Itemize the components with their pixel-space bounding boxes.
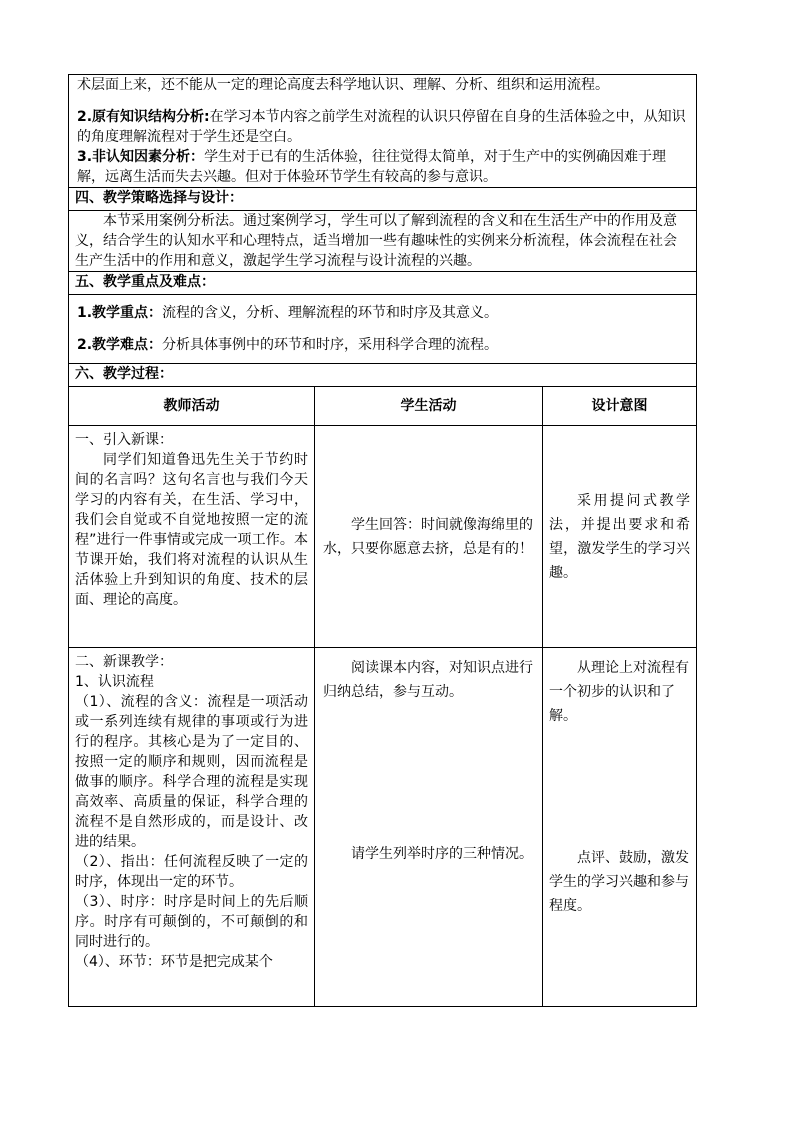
column-header-intent: 设计意图 xyxy=(543,387,697,426)
intro-intent-cell xyxy=(543,426,697,648)
intro-student-text: 学生回答：时间就像海绵里的水，只要你愿意去挤，总是有的！ xyxy=(323,516,533,557)
process-heading: 六、教学过程： xyxy=(69,364,697,387)
strategy-text: 本节采用案例分析法。通过案例学习，学生可以了解到流程的含义和在生活生产中的作用及意义，结合学生的认知水平和心理特点，适当增加一些有趣味性的实例来分析流程，体会流程在社会生产生活中的作用和意义，激起学生学习流程与设计流程的兴趣。 xyxy=(69,211,697,272)
difficulty-label: 2.教学难点： xyxy=(77,337,163,353)
intro-teacher-title: 一、引入新课： xyxy=(75,432,173,448)
lesson-teacher-title: 二、新课教学： xyxy=(75,654,173,670)
analysis-item-2-label: 2.原有知识结构分析: xyxy=(77,109,210,125)
strategy-text-row xyxy=(69,211,697,272)
intro-intent-text: 采用提问式教学法，并提出要求和希望，激发学生的学习兴趣。 xyxy=(549,492,691,581)
intro-student-cell xyxy=(315,426,543,648)
keypoints-heading-row xyxy=(69,272,697,295)
key-point-line xyxy=(77,297,688,329)
lesson-teacher-cell xyxy=(69,648,315,1007)
column-header-student: 学生活动 xyxy=(315,387,543,426)
lesson-intent-text-b: 点评、鼓励，激发学生的学习兴趣和参与程度。 xyxy=(549,850,689,914)
process-row-new-lesson xyxy=(69,648,697,1007)
analysis-row xyxy=(69,75,697,188)
difficulty-text: 分析具体事例中的环节和时序，采用科学合理的流程。 xyxy=(162,337,499,353)
lesson-plan-table xyxy=(68,74,697,1007)
keypoints-cell xyxy=(69,295,697,364)
document-page xyxy=(68,74,696,1040)
analysis-item-3-text: 学生对于已有的生活体验，往往觉得太简单，对于生产中的实例确因难于理解，远离生活而失去兴趣。但对于体验环节学生有较高的参与意识。 xyxy=(77,149,667,185)
lesson-student-text-b: 请学生列举时序的三种情况。 xyxy=(351,846,533,862)
keypoints-row xyxy=(69,295,697,364)
key-point-text: 流程的含义，分析、理解流程的环节和时序及其意义。 xyxy=(162,305,499,321)
lesson-teacher-point-3: （3）、时序：时序是时间上的先后顺序。时序有可颠倒的，不可颠倒的和同时进行的。 xyxy=(75,894,308,950)
analysis-cell xyxy=(69,75,697,188)
key-point-label: 1.教学重点： xyxy=(77,305,163,321)
intro-teacher-body: 同学们知道鲁迅先生关于节约时间的名言吗？这句名言也与我们今天学习的内容有关，在生活、学习中，我们会自觉或不自觉地按照一定的流程”进行一件事情或完成一项工作。本节课开始，我们将对流程的认识从生活体验上升到知识的角度、技术的层面、理论的高度。 xyxy=(75,452,308,608)
analysis-continued-line: 术层面上来，还不能从一定的理论高度去科学地认识、理解、分析、组织和运用流程。 xyxy=(77,77,609,93)
keypoints-heading: 五、教学重点及难点： xyxy=(69,272,697,295)
lesson-teacher-subtitle: 1、认识流程 xyxy=(75,674,154,690)
analysis-item-2-text: 在学习本节内容之前学生对流程的认识只停留在自身的生活体验之中，从知识的角度理解流程对于学生还是空白。 xyxy=(77,109,686,145)
analysis-item-3 xyxy=(77,147,688,187)
lesson-intent-text-a: 从理论上对流程有一个初步的认识和了解。 xyxy=(549,660,689,724)
lesson-teacher-point-2: （2）、指出：任何流程反映了一定的时序，体现出一定的环节。 xyxy=(75,854,308,890)
intro-teacher-cell xyxy=(69,426,315,648)
difficulty-line xyxy=(77,329,688,361)
process-row-intro xyxy=(69,426,697,648)
lesson-teacher-point-4: （4）、环节：环节是把完成某个 xyxy=(75,954,273,970)
analysis-item-2 xyxy=(77,107,688,147)
column-header-teacher: 教师活动 xyxy=(69,387,315,426)
strategy-heading-row xyxy=(69,188,697,211)
lesson-teacher-definition: （1）、流程的含义：流程是一项活动或一系列连续有规律的事项或行为进行的程序。其核心是为了一定目的、按照一定的顺序和规则，因而流程是做事的顺序。科学合理的流程是实现高效率、高质量的保证，科学合理的流程不是自然形成的，而是设计、改进的结果。 xyxy=(75,694,308,850)
process-header-row xyxy=(69,387,697,426)
lesson-student-cell xyxy=(315,648,543,1007)
strategy-heading: 四、教学策略选择与设计： xyxy=(69,188,697,211)
process-heading-row xyxy=(69,364,697,387)
lesson-student-text-a: 阅读课本内容，对知识点进行归纳总结，参与互动。 xyxy=(323,660,533,700)
analysis-item-3-label: 3.非认知因素分析： xyxy=(77,149,205,165)
lesson-intent-cell xyxy=(543,648,697,1007)
